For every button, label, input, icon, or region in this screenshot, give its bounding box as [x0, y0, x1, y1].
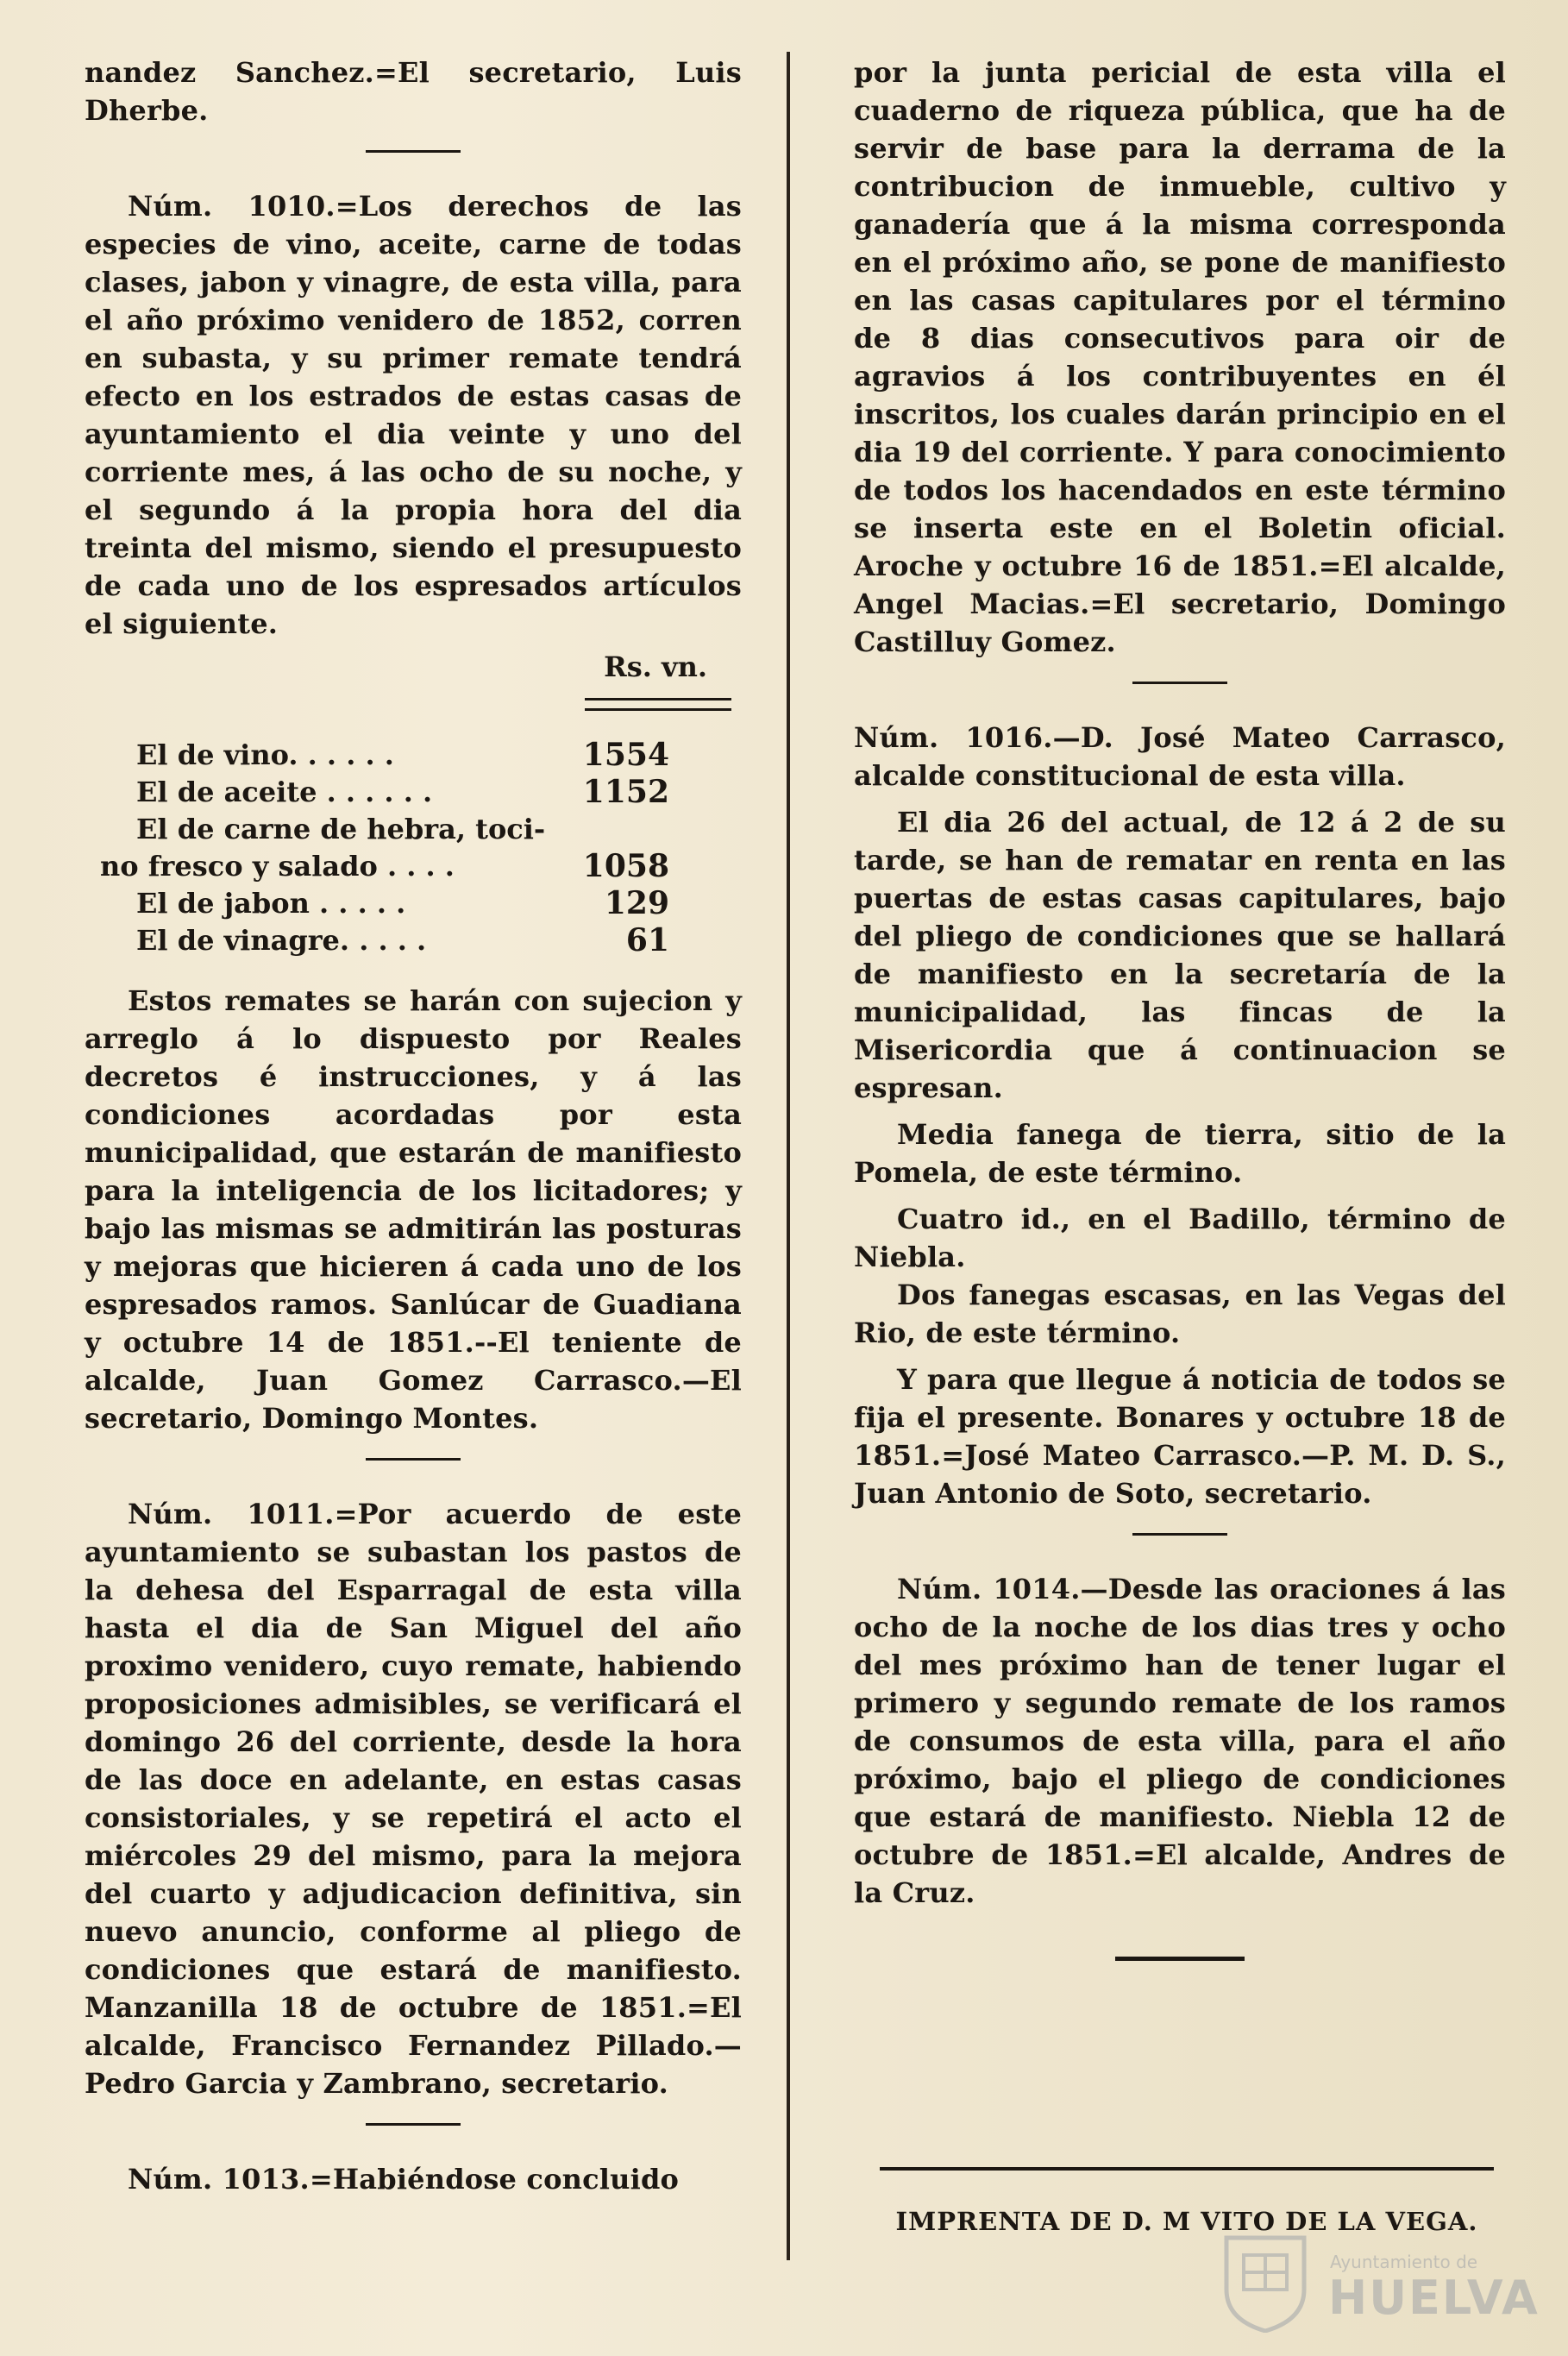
paragraph-continuation: nandez Sanchez.=El secretario, Luis Dherbe. — [85, 56, 742, 127]
end-rule — [1115, 1957, 1245, 1961]
separator-rule — [1132, 1533, 1227, 1536]
price-item: El de jabon . . . . . — [136, 887, 406, 920]
separator-rule — [366, 2123, 461, 2126]
spacer — [854, 1107, 1506, 1115]
price-value: 61 — [625, 922, 669, 958]
separator-rule — [366, 1458, 461, 1461]
table-row — [100, 848, 704, 885]
price-value: 1554 — [582, 737, 669, 773]
price-value: 129 — [604, 885, 669, 921]
double-rule — [585, 698, 731, 711]
price-item: El de vinagre. . . . . — [136, 924, 427, 957]
separator-rule — [366, 150, 461, 153]
spacer — [854, 1191, 1506, 1200]
price-value — [557, 811, 704, 848]
price-item: El de aceite . . . . . . — [136, 776, 433, 808]
notice-1016-closing: Y para que llegue á noticia de todos se fija el presente. Bonares y octubre 18 de 1851.=José Mateo Carrasco.—P. M. D. S., Juan Antonio de Soto, secretario. — [854, 1363, 1506, 1510]
notice-1014: Núm. 1014.—Desde las oraciones á las ocho de la noche de los dias tres y ocho del mes próximo han de tener lugar el primero y segundo remate de los ramos de consumos de esta villa, para el año próximo, bajo el pliego de condiciones que estará de manifiesto. Niebla 12 de octubre de 1851.=El alcalde, Andres de la Cruz. — [854, 1573, 1506, 1909]
table-row — [100, 774, 704, 811]
notice-1016-heading: Núm. 1016.—D. José Mateo Carrasco, alcalde constitucional de esta villa. — [854, 721, 1506, 792]
table-row — [100, 811, 704, 848]
price-table — [100, 737, 704, 959]
printer-imprint: IMPRENTA DE D. M VITO DE LA VEGA. — [895, 2207, 1478, 2236]
price-value: 1058 — [582, 848, 669, 884]
property-item: Cuatro id., en el Badillo, término de Niebla. — [854, 1203, 1506, 1273]
price-item: El de carne de hebra, toci- — [136, 813, 546, 845]
property-item: Dos fanegas escasas, en las Vegas del Rio, de este término. — [854, 1279, 1506, 1349]
notice-1013-start: Núm. 1013.=Habiéndose concluido — [128, 2163, 680, 2196]
imprint-rule — [880, 2167, 1494, 2171]
price-item: no fresco y salado . . . . — [100, 850, 455, 883]
price-value: 1152 — [582, 774, 669, 810]
archive-watermark — [1218, 2226, 1540, 2338]
column-divider — [787, 52, 790, 2260]
left-column — [85, 53, 742, 2198]
spacer — [85, 959, 742, 982]
table-row — [100, 885, 704, 922]
spacer — [854, 795, 1506, 803]
notice-1010: Núm. 1010.=Los derechos de las especies de vino, aceite, carne de todas clases, jabon y vinagre, de esta villa, para el año próximo venidero de 1852, corren en subasta, y su primer remate tendrá efecto en los estrados de estas casas de ayuntamiento el dia veinte y uno del corriente mes, á las ocho de su noche, y el segundo á la propia hora del dia treinta del mismo, siendo el presupuesto de cada uno de los espresados artículos el siguiente. — [85, 190, 742, 640]
notice-1016-body: El dia 26 del actual, de 12 á 2 de su tarde, se han de rematar en renta en las puertas de estas casas capitulares, bajo del pliego de condiciones que se hallará de manifiesto en la secretaría de la municipalidad, las fincas de la Misericordia que á continuacion se espresan. — [854, 806, 1506, 1104]
currency-header: Rs. vn. — [604, 650, 707, 683]
watermark-title: HUELVA — [1328, 2271, 1540, 2325]
notice-1010-conditions: Estos remates se harán con sujecion y arreglo á lo dispuesto por Reales decretos é instrucciones, y á las condiciones acordadas por esta municipalidad, que estarán de manifiesto para la inteligencia de los licitadores; y bajo las mismas se admitirán las posturas y mejoras que hicieren á cada uno de los espresados ramos. Sanlúcar de Guadiana y octubre 14 de 1851.--El teniente de alcalde, Juan Gomez Carrasco.—El secretario, Domingo Montes. — [85, 984, 742, 1435]
price-item: El de vino. . . . . . — [136, 738, 394, 771]
property-item: Media fanega de tierra, sitio de la Pomela, de este término. — [854, 1118, 1506, 1189]
notice-1013-continuation: por la junta pericial de esta villa el cuaderno de riqueza pública, que ha de servir de base para la derrama de la contribucion de inmueble, cultivo y ganadería que á la misma corresponda en el próximo año, se pone de manifiesto en las casas capitulares por el término de 8 dias consecutivos para oir de agravios á los contribuyentes en él inscritos, los cuales darán principio en el dia 19 del corriente. Y para conocimiento de todos los hacendados en este término se inserta este en el Boletin oficial. Aroche y octubre 16 de 1851.=El alcalde, Angel Macias.=El secretario, Domingo Castilluy Gomez. — [854, 56, 1506, 658]
spacer — [854, 1352, 1506, 1360]
crest-icon — [1218, 2229, 1313, 2333]
table-row — [100, 922, 704, 959]
notice-1011: Núm. 1011.=Por acuerdo de este ayuntamiento se subastan los pastos de la dehesa del Esparragal de esta villa hasta el dia de San Miguel del año proximo venidero, cuyo remate, habiendo proposiciones admisibles, se verificará el domingo 26 del corriente, desde la hora de las doce en adelante, en estas casas consistoriales, y se repetirá el acto el miércoles 29 del mismo, para la mejora del cuarto y adjudicacion definitiva, sin nuevo anuncio, conforme al pliego de condiciones que estará de manifiesto. Manzanilla 18 de octubre de 1851.=El alcalde, Francisco Fernandez Pillado.—Pedro Garcia y Zambrano, secretario. — [85, 1498, 742, 2100]
table-row — [100, 737, 704, 774]
right-column — [854, 53, 1506, 1961]
separator-rule — [1132, 682, 1227, 684]
watermark-subtitle: Ayuntamiento de — [1330, 2252, 1478, 2272]
